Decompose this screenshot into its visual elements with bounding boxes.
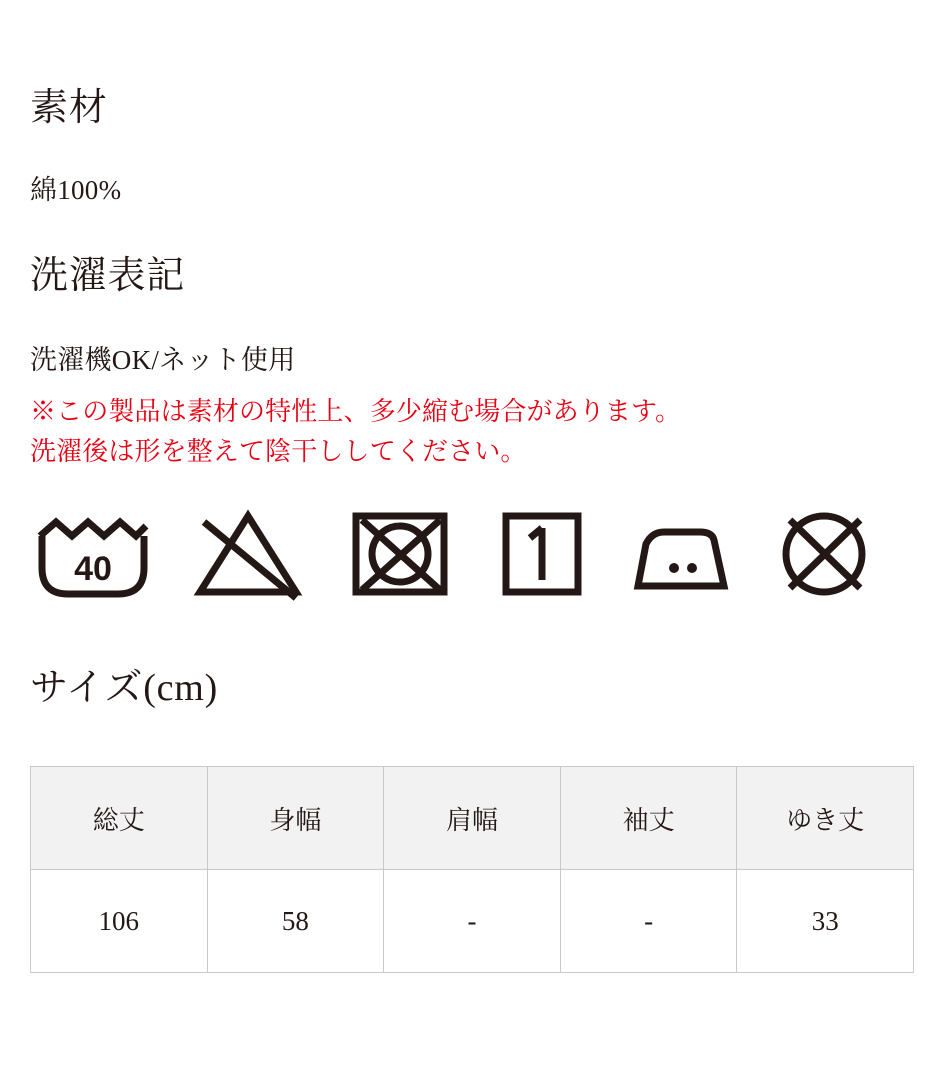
care-note [30, 392, 681, 473]
material-value: 綿100% [30, 175, 122, 205]
size-table [30, 766, 914, 973]
material-heading: 素材 [30, 87, 108, 129]
washtub-temperature-label: 40 [74, 550, 112, 588]
table-cell: - [384, 870, 561, 973]
no-tumble-dry-icon [344, 506, 456, 602]
table-header-cell: 総丈 [31, 767, 208, 870]
table-header-cell: 身幅 [207, 767, 384, 870]
iron-medium-icon [628, 506, 734, 602]
drip-dry-line-dry-icon [496, 506, 588, 602]
washtub-40-icon [34, 506, 152, 602]
table-cell: 106 [31, 870, 208, 973]
no-bleach-triangle-icon [192, 506, 304, 602]
table-header-row [31, 767, 914, 870]
table-header-cell: 肩幅 [384, 767, 561, 870]
table-row [31, 870, 914, 973]
table-cell: - [560, 870, 737, 973]
care-note-line-1: ※この製品は素材の特性上、多少縮む場合があります。 [30, 397, 682, 426]
size-heading: サイズ(cm) [30, 667, 219, 709]
table-cell: 58 [207, 870, 384, 973]
care-symbol-row [34, 506, 874, 602]
care-note-line-2: 洗濯後は形を整えて陰干ししてください。 [30, 437, 527, 467]
table-header-cell: 袖丈 [560, 767, 737, 870]
table-cell: 33 [737, 870, 914, 973]
no-dry-clean-icon [774, 506, 874, 602]
care-instruction: 洗濯機OK/ネット使用 [30, 345, 296, 375]
care-heading: 洗濯表記 [30, 255, 186, 297]
table-header-cell: ゆき丈 [737, 767, 914, 870]
